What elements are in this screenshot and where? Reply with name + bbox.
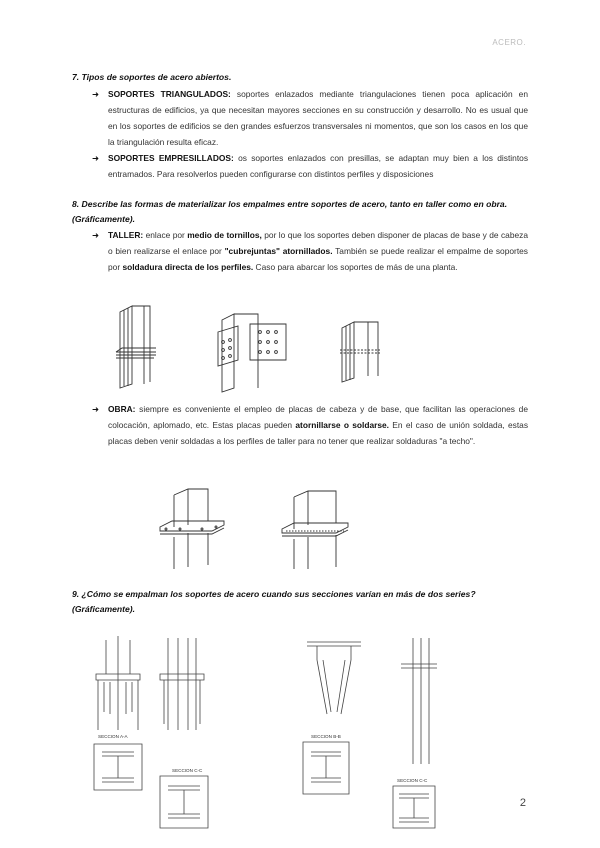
obra-drawing-welded (282, 491, 348, 569)
text-run: Caso para abarcar los soportes de más de una planta. (253, 262, 458, 272)
section-ibeam-aa (102, 752, 134, 782)
text-run: enlace por (143, 230, 188, 240)
bullet-label: SOPORTES EMPRESILLADOS: (108, 153, 234, 163)
bullet-empresillados (92, 150, 528, 182)
document-header: ACERO. (492, 38, 526, 47)
bullet-body: os soportes enlazados con presillas, se adaptan muy bien a los distintos entramados. Para resolverlos pueden configurarse con distintos perfiles y disposiciones (108, 153, 529, 179)
bold-run: "cubrejuntas" atornillados. (224, 246, 333, 256)
section-change-drawing-left (84, 634, 232, 830)
tall-column-plate (401, 664, 437, 668)
text-run: siempre es conveniente el empleo de placas de cabeza y de base, que facilitan las operaciones de colocación, aplomado, etc. Estas placas pueden (108, 404, 528, 430)
section-ibeam-bb (311, 752, 341, 782)
text-run: También se puede realizar el empalme de soportes por (108, 246, 528, 272)
bullet-text (108, 227, 528, 275)
bullet-label: SOPORTES TRIANGULADOS: (108, 89, 231, 99)
obra-drawing-bolted (160, 489, 224, 569)
section-label-bb: SECCION B-B (311, 734, 341, 739)
question-7-title: 7. Tipos de soportes de acero abiertos. (72, 72, 232, 82)
arrow-icon: ➜ (92, 404, 100, 414)
text-run: por lo que los soportes deben disponer de placas de base y de cabeza o bien realizarse el enlace por (108, 230, 528, 256)
bold-run: medio de tornillos, (187, 230, 262, 240)
arrow-icon: ➜ (92, 230, 100, 240)
bullet-obra (92, 401, 528, 449)
section-label-cc: SECCION C-C (172, 768, 203, 773)
bold-run: atornillarse o soldarse. (295, 420, 390, 430)
bullet-body: soportes enlazados mediante triangulaciones tienen poca aplicación en estructuras de edificios, ya que necesitan mayores secciones en su construcción y desarrollo. No es usual que en los soportes de edificios se den grandes esfuerzos transversales ni momentos, que son los casos en los que la triangulación resulta eficaz. (108, 89, 528, 147)
bullet-label: TALLER: (108, 230, 144, 240)
section-change-drawing-right (289, 634, 437, 830)
section-label-cc-right: SECCION C-C (397, 778, 428, 783)
upper-plate-outline (307, 642, 361, 660)
splice-drawing-plates (116, 306, 156, 388)
bullet-taller (92, 227, 528, 275)
bullet-text (108, 86, 528, 150)
taller-splice-figures (110, 298, 420, 394)
bullet-label: OBRA: (108, 404, 136, 414)
splice-drawing-cover-plates (218, 314, 286, 392)
arrow-icon: ➜ (92, 89, 100, 99)
section-label-aa: SECCION A-A (98, 734, 128, 739)
tapered-column-outline (317, 660, 351, 714)
section-ibeam-cc-right (399, 794, 429, 822)
text-run: En el caso de unión soldada, estas placas deben venir soldadas a los perfiles de taller para no tener que realizar soldaduras "a techo". (108, 420, 529, 446)
question-8-title: 8. Describe las formas de materializar los empalmes entre soportes de acero, tanto en taller como en obra. (Gráficamente). (72, 199, 508, 224)
right-plate-outline (160, 674, 204, 724)
page-number: 2 (519, 797, 526, 809)
question-9-title: 9. ¿Cómo se empalman los soportes de acero cuando sus secciones varían en más de dos series? (Gráficamente). (72, 589, 476, 614)
section-ibeam-cc (168, 786, 200, 818)
splice-drawing-welded (340, 322, 380, 382)
bullet-text (108, 401, 528, 449)
obra-splice-figures (146, 485, 368, 571)
bold-run: soldadura directa de los perfiles. (122, 262, 254, 272)
arrow-icon: ➜ (92, 153, 100, 163)
tall-column-outline (413, 638, 429, 764)
bullet-text (108, 150, 528, 182)
right-column-outline (168, 638, 196, 730)
bullet-triangulados (92, 86, 528, 150)
